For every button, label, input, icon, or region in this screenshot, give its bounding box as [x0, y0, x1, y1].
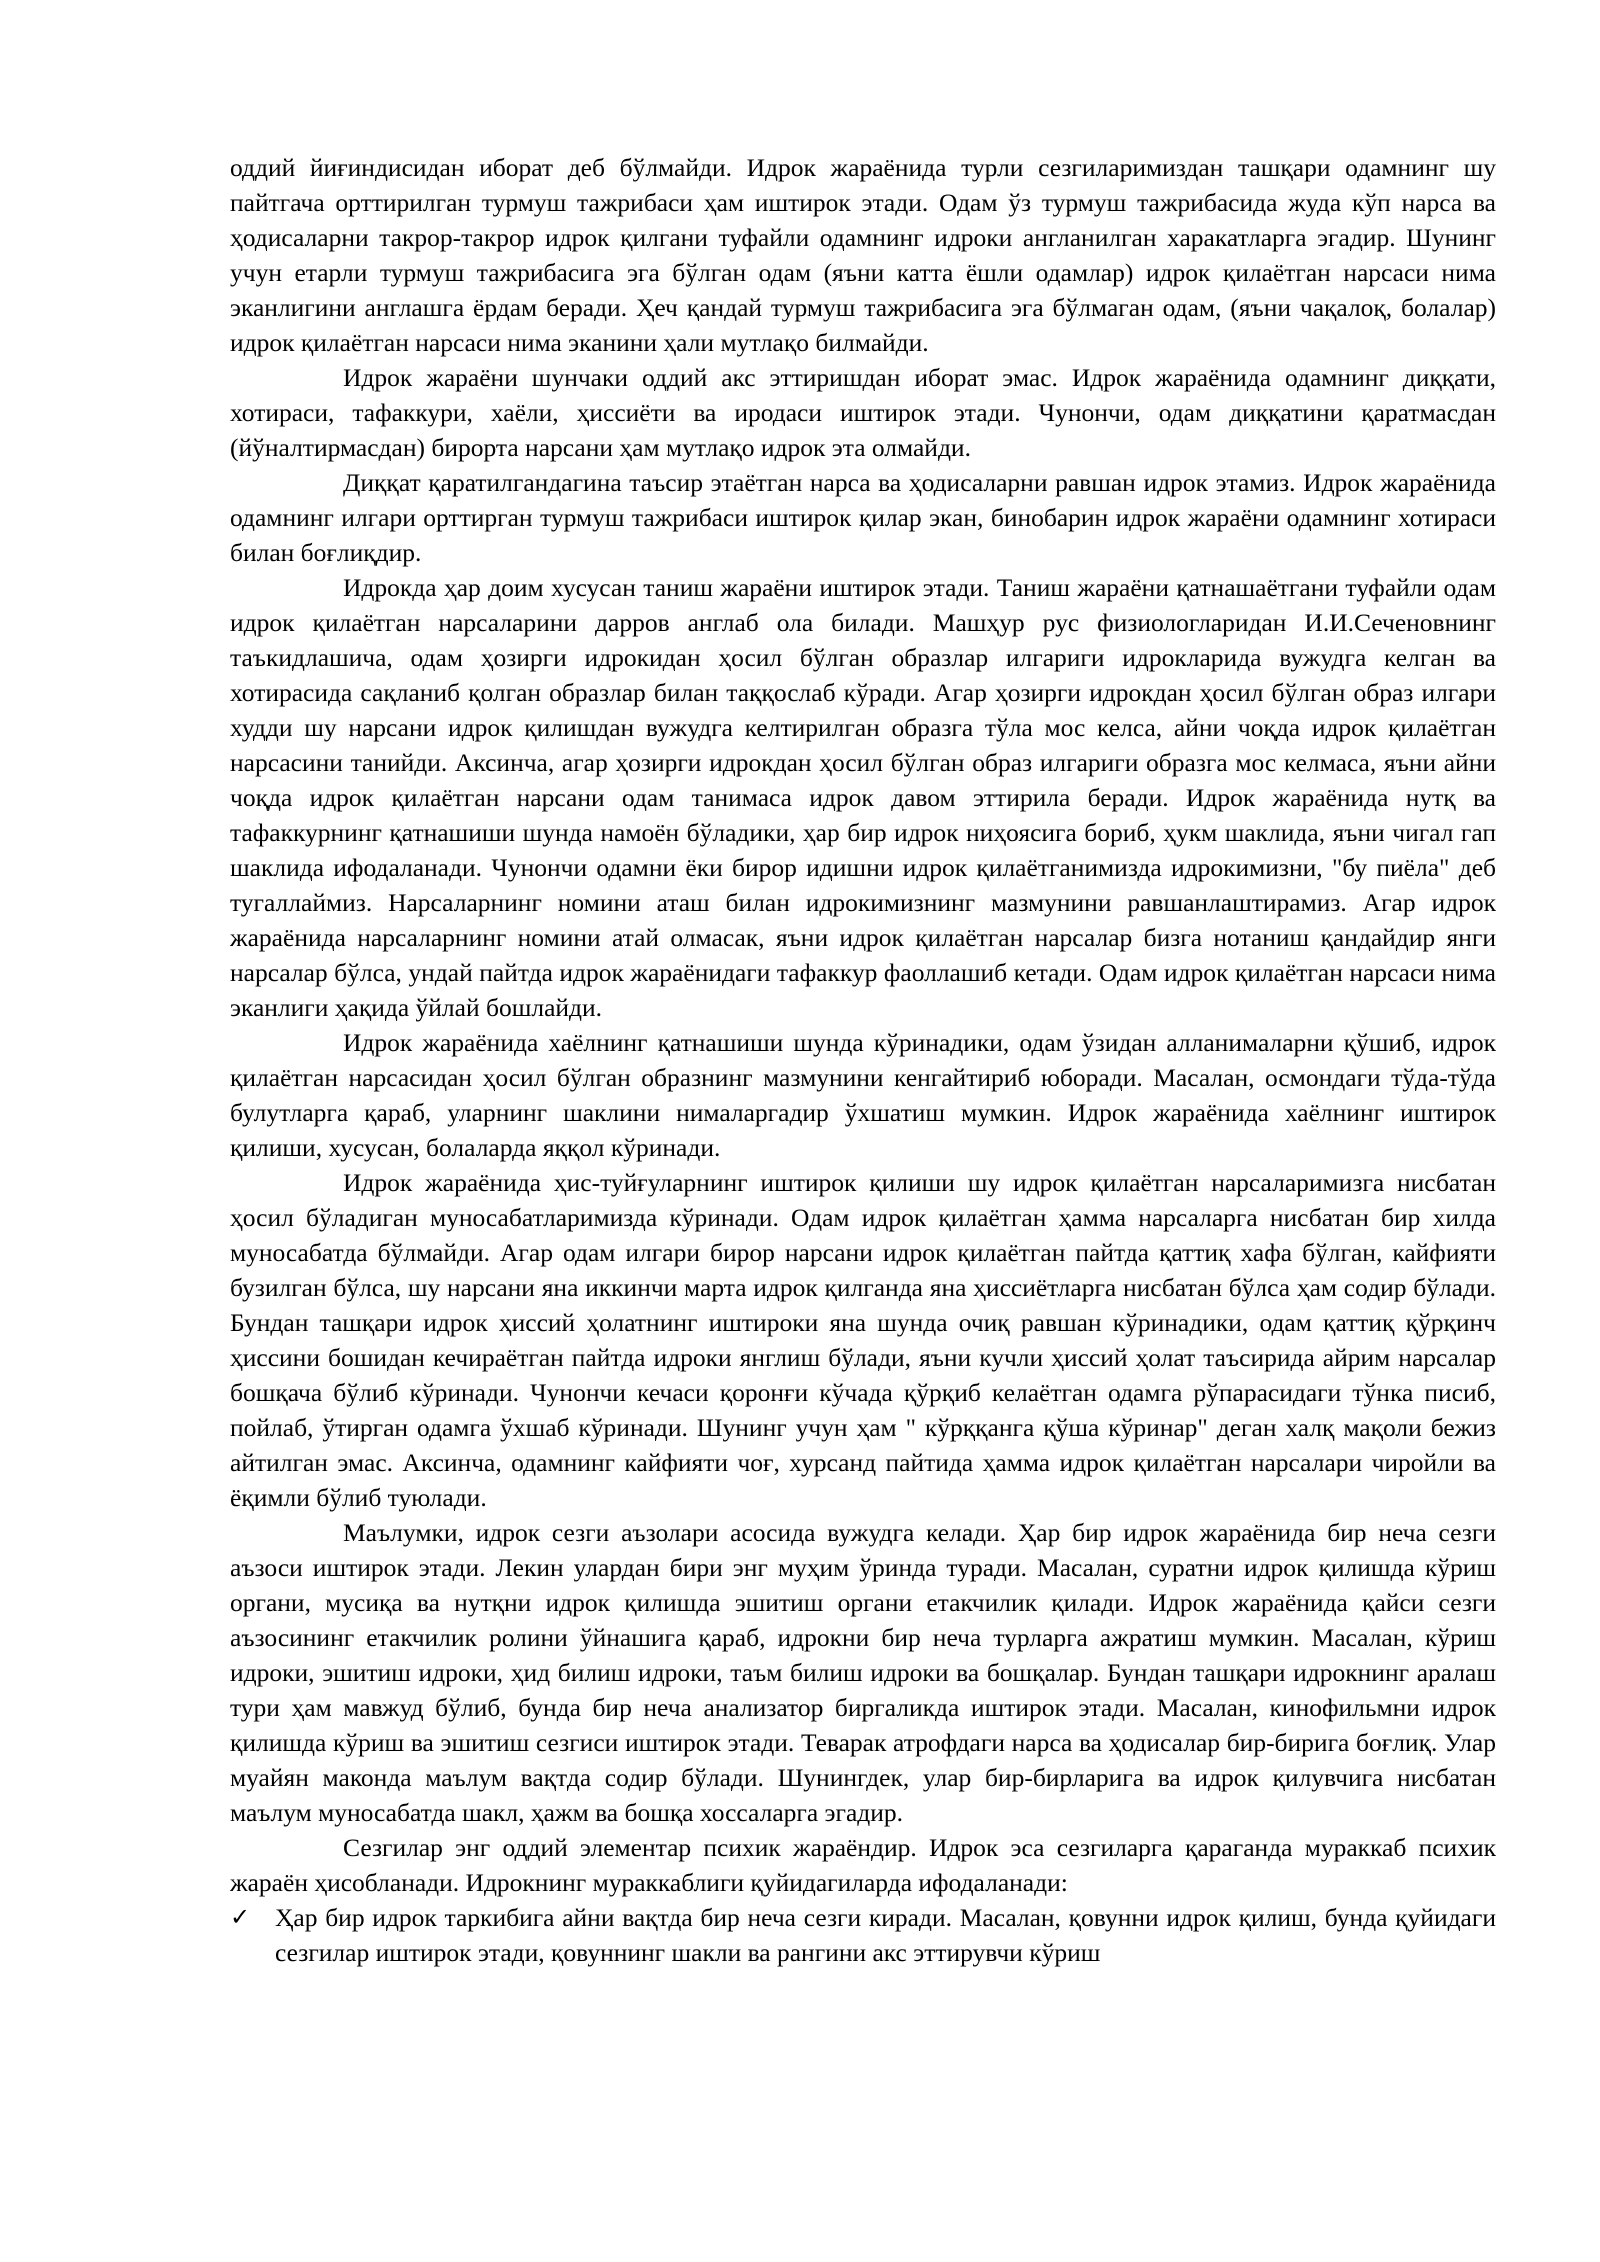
paragraph: Диққат қаратилгандагина таъсир этаётган нарса ва ҳодисаларни равшан идрок этамиз. Идрок жараёнида одамнинг илгари орттирган турмуш тажрибаси иштирок қилар экан, бинобарин идрок жараёни одамнинг хотираси билан боғлиқдир. [230, 468, 1496, 567]
list-item [230, 1900, 1496, 1970]
paragraph: оддий йиғиндисидан иборат деб бўлмайди. Идрок жараёнида турли сезгиларимиздан ташқари одамнинг шу пайтгача орттирилган турмуш тажрибаси ҳам иштирок этади. Одам ўз турмуш тажрибасида жуда кўп нарса ва ҳодисаларни такрор-такрор идрок қилгани туфайли одамнинг идроки англанилган харакатларга эгадир. Шунинг учун етарли турмуш тажрибасига эга бўлган одам (яъни катта ёшли одамлар) идрок қилаётган нарсаси нима эканлигини англашга ёрдам беради. Ҳеч қандай турмуш тажрибасига эга бўлмаган одам, (яъни чақалоқ, болалар) идрок қилаётган нарсаси нима эканини ҳали мутлақо билмайди. [230, 153, 1496, 357]
paragraph: Идрок жараёни шунчаки оддий акс эттиришдан иборат эмас. Идрок жараёнида одамнинг диққати, хотираси, тафаккури, хаёли, ҳиссиёти ва иродаси иштирок этади. Чунончи, одам диққатини қаратмасдан (йўналтирмасдан) бирорта нарсани ҳам мутлақо идрок эта олмайди. [230, 363, 1496, 462]
paragraph: Маълумки, идрок сезги аъзолари асосида вужудга келади. Ҳар бир идрок жараёнида бир неча сезги аъзоси иштирок этади. Лекин улардан бири энг муҳим ўринда туради. Масалан, суратни идрок қилишда кўриш органи, мусиқа ва нутқни идрок қилишда эшитиш органи етакчилик қилади. Идрок жараёнида қайси сезги аъзосининг етакчилик ролини ўйнашига қараб, идрокни бир неча турларга ажратиш мумкин. Масалан, кўриш идроки, эшитиш идроки, ҳид билиш идроки, таъм билиш идроки ва бошқалар. Бундан ташқари идрокнинг аралаш тури ҳам мавжуд бўлиб, бунда бир неча анализатор биргаликда иштирок этади. Масалан, кинофильмни идрок қилишда кўриш ва эшитиш сезгиси иштирок этади. Теварак атрофдаги нарса ва ҳодисалар бир-бирига боғлиқ. Улар муайян маконда маълум вақтда содир бўлади. Шунингдек, улар бир-бирларига ва идрок қилувчига нисбатан маълум муносабатда шакл, ҳажм ва бошқа хоссаларга эгадир. [230, 1518, 1496, 1827]
check-icon: ✓ [230, 1903, 251, 1931]
bullet-list [230, 1900, 1496, 1970]
paragraph: Идрок жараёнида хаёлнинг қатнашиши шунда кўринадики, одам ўзидан алланималарни қўшиб, идрок қилаётган нарсасидан ҳосил бўлган образнинг мазмунини кенгайтириб юборади. Масалан, осмондаги тўда-тўда булутларга қараб, уларнинг шаклини нималаргадир ўхшатиш мумкин. Идрок жараёнида хаёлнинг иштирок қилиши, хусусан, болаларда яққол кўринади. [230, 1028, 1496, 1162]
paragraph: Идрокда ҳар доим хусусан таниш жараёни иштирок этади. Таниш жараёни қатнашаётгани туфайли одам идрок қилаётган нарсаларини дарров англаб ола билади. Машҳур рус физиологларидан И.И.Сеченовнинг таъкидлашича, одам ҳозирги идрокидан ҳосил бўлган образлар илгариги идрокларида вужудга келган ва хотирасида сақланиб қолган образлар билан таққослаб кўради. Агар ҳозирги идрокдан ҳосил бўлган образ илгари худди шу нарсани идрок қилишдан вужудга келтирилган образга тўла мос келса, айни чоқда идрок қилаётган нарсасини танийди. Аксинча, агар ҳозирги идрокдан ҳосил бўлган образ илгариги образга мос келмаса, яъни айни чоқда идрок қилаётган нарсани одам танимаса идрок давом эттирила беради. Идрок жараёнида нутқ ва тафаккурнинг қатнашиши шунда намоён бўладики, ҳар бир идрок ниҳоясига бориб, ҳукм шаклида, яъни чигал гап шаклида ифодаланади. Чунончи одамни ёки бирор идишни идрок қилаётганимизда идрокимизни, "бу пиёла" деб тугаллаймиз. Нарсаларнинг номини аташ билан идрокимизнинг мазмунини равшанлаштирамиз. Агар идрок жараёнида нарсаларнинг номини атай олмасак, яъни идрок қилаётган нарсалар бизга нотаниш қандайдир янги нарсалар бўлса, ундай пайтда идрок жараёнидаги тафаккур фаоллашиб кетади. Одам идрок қилаётган нарсаси нима эканлиги ҳақида ўйлай бошлайди. [230, 573, 1496, 1022]
paragraph: Сезгилар энг оддий элементар психик жараёндир. Идрок эса сезгиларга қараганда мураккаб психик жараён ҳисобланади. Идрокнинг мураккаблиги қуйидагиларда ифодаланади: [230, 1833, 1496, 1897]
list-item-text: Ҳар бир идрок таркибига айни вақтда бир неча сезги киради. Масалан, қовунни идрок қилиш, бунда қуйидаги сезгилар иштирок этади, қовуннинг шакли ва рангини акс эттирувчи кўриш [275, 1903, 1496, 1967]
paragraph: Идрок жараёнида ҳис-туйғуларнинг иштирок қилиши шу идрок қилаётган нарсаларимизга нисбатан ҳосил бўладиган муносабатларимизда кўринади. Одам идрок қилаётган ҳамма нарсаларга нисбатан бир хилда муносабатда бўлмайди. Агар одам илгари бирор нарсани идрок қилаётган пайтда қаттиқ хафа бўлган, кайфияти бузилган бўлса, шу нарсани яна иккинчи марта идрок қилганда яна ҳиссиётларга нисбатан бўлса ҳам содир бўлади. Бундан ташқари идрок ҳиссий ҳолатнинг иштироки яна шунда очиқ равшан кўринадики, одам қаттиқ қўрқинч ҳиссини бошидан кечираётган пайтда идроки янглиш бўлади, яъни кучли ҳиссий ҳолат таъсирида айрим нарсалар бошқача бўлиб кўринади. Чунончи кечаси қоронғи кўчада қўрқиб келаётган одамга рўпарасидаги тўнка писиб, пойлаб, ўтирган одамга ўхшаб кўринади. Шунинг учун ҳам " кўрққанга қўша кўринар" деган халқ мақоли бежиз айтилган эмас. Аксинча, одамнинг кайфияти чоғ, хурсанд пайтида ҳамма идрок қилаётган нарсалари чиройли ва ёқимли бўлиб туюлади. [230, 1168, 1496, 1512]
